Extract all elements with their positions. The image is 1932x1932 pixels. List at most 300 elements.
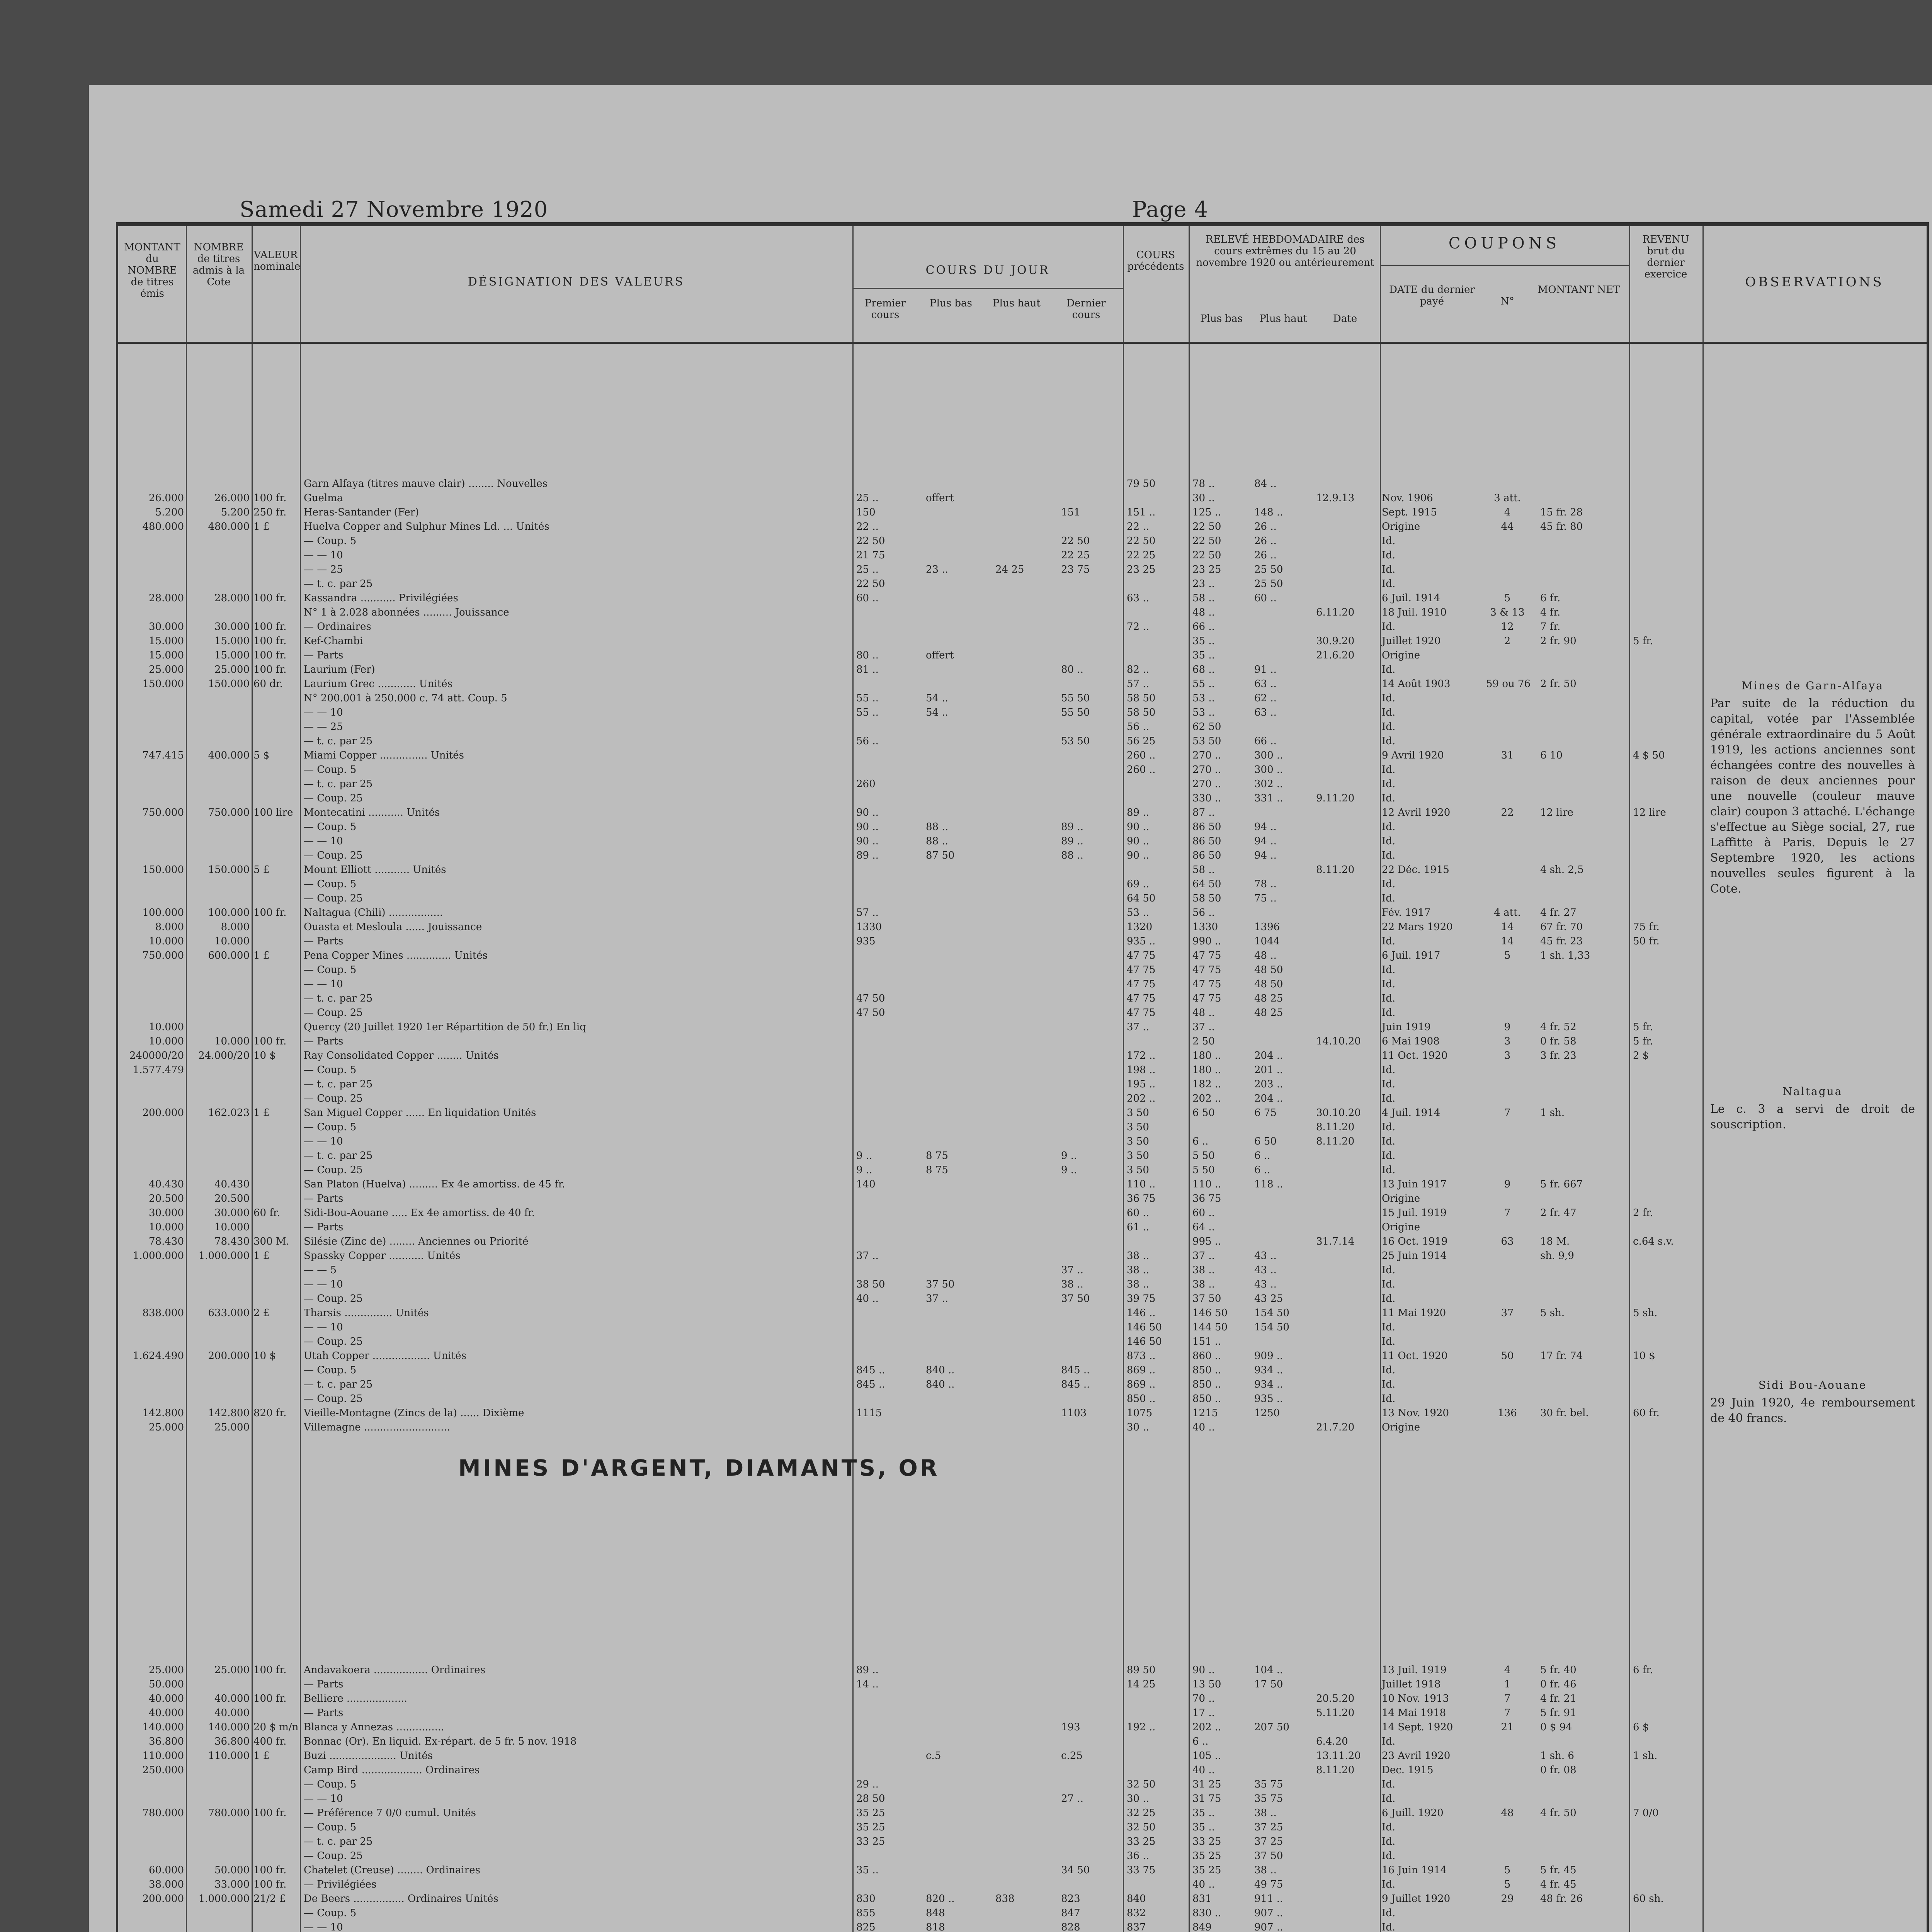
cell-rhaut: 6 50 xyxy=(1254,1136,1277,1147)
cell-des: — — 10 xyxy=(304,1922,343,1932)
cell-valeur: 300 M. xyxy=(253,1236,289,1247)
cell-net: 6 10 xyxy=(1540,750,1563,761)
cell-rbas: 53 50 xyxy=(1192,735,1221,747)
cell-no: 1 xyxy=(1504,1679,1511,1690)
cell-bas: 820 .. xyxy=(926,1893,955,1905)
table-row xyxy=(118,1020,1927,1034)
cell-cdate: Juin 1919 xyxy=(1382,1021,1431,1033)
cell-montant: 26.000 xyxy=(149,492,184,504)
table-row xyxy=(118,1806,1927,1820)
cell-cdate: Origine xyxy=(1382,650,1420,661)
cell-des: — Ordinaires xyxy=(304,621,371,633)
table-row xyxy=(118,1706,1927,1719)
cell-des: — Coup. 25 xyxy=(304,893,363,904)
table-row xyxy=(118,1163,1927,1177)
cell-rbas: 66 .. xyxy=(1192,621,1215,633)
cell-des: — Parts xyxy=(304,1707,344,1719)
cell-net: 4 fr. 21 xyxy=(1540,1693,1577,1704)
cell-prem: 56 .. xyxy=(856,735,879,747)
table-row xyxy=(118,620,1927,633)
cell-rbas: 6 .. xyxy=(1192,1736,1209,1747)
cell-prem: 57 .. xyxy=(856,907,879,918)
cell-prec: 32 25 xyxy=(1127,1807,1156,1819)
cell-date: 6.4.20 xyxy=(1316,1736,1348,1747)
cell-montant: 750.000 xyxy=(142,950,184,961)
cell-dern: 27 .. xyxy=(1061,1793,1083,1804)
cell-montant: 750.000 xyxy=(142,807,184,818)
table-row xyxy=(118,1335,1927,1348)
cell-cdate: Id. xyxy=(1382,692,1396,704)
cell-bas: 54 .. xyxy=(926,692,948,704)
cell-rbas: 64 50 xyxy=(1192,878,1221,890)
cell-date: 30.10.20 xyxy=(1316,1107,1361,1119)
cell-rhaut: 1250 xyxy=(1254,1407,1280,1419)
table-row xyxy=(118,792,1927,805)
cell-no: 48 xyxy=(1501,1807,1514,1819)
cell-nombre: 78.430 xyxy=(214,1236,250,1247)
table-header xyxy=(118,226,1927,344)
cell-no: 4 xyxy=(1504,1664,1511,1676)
observation-note xyxy=(1710,1084,1915,1135)
cell-rbas: 36 75 xyxy=(1192,1193,1221,1204)
cell-cdate: Id. xyxy=(1382,1850,1396,1862)
cell-no: 14 xyxy=(1501,921,1514,933)
cell-rbas: 35 .. xyxy=(1192,1807,1215,1819)
cell-rhaut: 934 .. xyxy=(1254,1364,1283,1376)
cell-montant: 5.200 xyxy=(155,507,184,518)
cell-nombre: 25.000 xyxy=(214,1664,250,1676)
cell-cdate: Id. xyxy=(1382,1336,1396,1347)
cell-prem: 55 .. xyxy=(856,707,879,718)
cell-rbas: 48 .. xyxy=(1192,607,1215,618)
cell-rhaut: 84 .. xyxy=(1254,478,1277,490)
cell-net: sh. 9,9 xyxy=(1540,1250,1574,1262)
cell-cdate: Id. xyxy=(1382,1150,1396,1162)
cell-prec: 56 .. xyxy=(1127,721,1149,733)
cell-date: 8.11.20 xyxy=(1316,1136,1355,1147)
cell-net: 5 fr. 91 xyxy=(1540,1707,1577,1719)
cell-nombre: 40.000 xyxy=(214,1693,250,1704)
cell-cdate: Id. xyxy=(1382,1736,1396,1747)
observation-text: Le c. 3 a servi de droit de souscription. xyxy=(1710,1102,1915,1131)
cell-rbas: 86 50 xyxy=(1192,850,1221,861)
cell-prem: 25 .. xyxy=(856,492,879,504)
cell-prem: 845 .. xyxy=(856,1364,885,1376)
cell-cdate: 10 Nov. 1913 xyxy=(1382,1693,1449,1704)
cell-rhaut: 35 75 xyxy=(1254,1793,1283,1804)
cell-des: Garn Alfaya (titres mauve clair) ........ Nouvelles xyxy=(304,478,548,490)
cell-cdate: 9 Juillet 1920 xyxy=(1382,1893,1451,1905)
cell-no: 9 xyxy=(1504,1179,1511,1190)
cell-prec: 840 xyxy=(1127,1893,1146,1905)
cell-des: Andavakoera ................. Ordinaires xyxy=(304,1664,486,1676)
cell-rhaut: 6 75 xyxy=(1254,1107,1277,1119)
cell-valeur: 100 fr. xyxy=(253,650,287,661)
cell-rev: 2 $ xyxy=(1633,1050,1649,1061)
cell-rhaut: 37 50 xyxy=(1254,1850,1283,1862)
cell-cdate: Id. xyxy=(1382,1836,1396,1847)
cell-des: Silésie (Zinc de) ........ Anciennes ou Priorité xyxy=(304,1236,529,1247)
cell-montant: 480.000 xyxy=(142,521,184,532)
cell-no: 3 xyxy=(1504,1050,1511,1061)
cell-rbas: 2 50 xyxy=(1192,1036,1215,1047)
cell-cdate: 6 Mai 1908 xyxy=(1382,1036,1440,1047)
cell-rbas: 35 .. xyxy=(1192,650,1215,661)
cell-prec: 47 75 xyxy=(1127,993,1156,1004)
cell-nombre: 26.000 xyxy=(214,492,250,504)
cell-nombre: 750.000 xyxy=(208,807,250,818)
cell-nombre: 633.000 xyxy=(208,1307,250,1319)
cell-no: 2 xyxy=(1504,635,1511,647)
cell-rbas: 125 .. xyxy=(1192,507,1221,518)
col-releve-haut: Plus haut xyxy=(1259,313,1307,325)
table-row xyxy=(118,1035,1927,1048)
table-row xyxy=(118,949,1927,962)
cell-cdate: 14 Août 1903 xyxy=(1382,678,1451,690)
cell-prec: 3 50 xyxy=(1127,1121,1149,1133)
cell-prem: 90 .. xyxy=(856,835,879,847)
cell-nombre: 150.000 xyxy=(208,678,250,690)
col-nombre: NOMBRE de titres admis à la Cote xyxy=(192,242,245,288)
cell-rhaut: 302 .. xyxy=(1254,778,1283,790)
cell-nombre: 15.000 xyxy=(214,650,250,661)
cell-no: 5 xyxy=(1504,950,1511,961)
cell-rhaut: 26 .. xyxy=(1254,521,1277,532)
cell-cdate: Juillet 1918 xyxy=(1382,1679,1441,1690)
cell-prec: 935 .. xyxy=(1127,935,1156,947)
cell-rbas: 53 .. xyxy=(1192,707,1215,718)
cell-prec: 90 .. xyxy=(1127,850,1149,861)
cell-montant: 240000/20 xyxy=(129,1050,184,1061)
cell-prec: 36 75 xyxy=(1127,1193,1156,1204)
cell-rbas: 40 .. xyxy=(1192,1422,1215,1433)
cell-rbas: 6 .. xyxy=(1192,1136,1209,1147)
cell-date: 8.11.20 xyxy=(1316,864,1355,876)
cell-prec: 58 50 xyxy=(1127,692,1156,704)
cell-rbas: 22 50 xyxy=(1192,535,1221,547)
cell-net: 30 fr. bel. xyxy=(1540,1407,1589,1419)
cell-cdate: Id. xyxy=(1382,1164,1396,1176)
cell-des: — Coup. 5 xyxy=(304,1907,357,1919)
cell-montant: 25.000 xyxy=(149,1422,184,1433)
cell-rbas: 1215 xyxy=(1192,1407,1218,1419)
cell-rbas: 330 .. xyxy=(1192,793,1221,804)
cell-montant: 1.624.490 xyxy=(133,1350,184,1362)
cell-des: Guelma xyxy=(304,492,343,504)
cell-des: Villemagne ........................... xyxy=(304,1422,450,1433)
cell-rbas: 850 .. xyxy=(1192,1364,1221,1376)
cell-no: 3 & 13 xyxy=(1490,607,1525,618)
cell-cdate: Id. xyxy=(1382,621,1396,633)
cell-bas: 8 75 xyxy=(926,1164,948,1176)
cell-date: 20.5.20 xyxy=(1316,1693,1355,1704)
cell-valeur: 2 £ xyxy=(253,1307,270,1319)
col-plus-haut: Plus haut xyxy=(993,298,1041,309)
cell-rbas: 23 .. xyxy=(1192,578,1215,590)
table-row xyxy=(118,1006,1927,1019)
cell-prem: 22 .. xyxy=(856,521,879,532)
cell-net: 4 fr. 50 xyxy=(1540,1807,1577,1819)
cell-nombre: 5.200 xyxy=(221,507,250,518)
cell-des: — t. c. par 25 xyxy=(304,1150,373,1162)
table-row xyxy=(118,1206,1927,1219)
cell-cdate: Origine xyxy=(1382,1193,1420,1204)
cell-rbas: 182 .. xyxy=(1192,1078,1221,1090)
cell-valeur: 100 fr. xyxy=(253,635,287,647)
cell-no: 7 xyxy=(1504,1707,1511,1719)
table-row xyxy=(118,863,1927,876)
col-coupon-date: DATE du dernier payé xyxy=(1389,284,1475,307)
cell-rev: 75 fr. xyxy=(1633,921,1660,933)
cell-valeur: 5 $ xyxy=(253,750,270,761)
cell-dern: 847 xyxy=(1061,1907,1080,1919)
cell-des: Huelva Copper and Sulphur Mines Ld. ... Unités xyxy=(304,521,549,532)
cell-prem: 81 .. xyxy=(856,664,879,675)
cell-rhaut: 78 .. xyxy=(1254,878,1277,890)
table-row xyxy=(118,649,1927,662)
cell-prec: 192 .. xyxy=(1127,1721,1156,1733)
cell-dern: 828 xyxy=(1061,1922,1080,1932)
cell-cdate: Id. xyxy=(1382,1121,1396,1133)
observation-title: Mines de Garn-Alfaya xyxy=(1742,679,1884,692)
cell-des: Buzi ..................... Unités xyxy=(304,1750,433,1762)
table-row xyxy=(118,1678,1927,1691)
cell-no: 4 att. xyxy=(1494,907,1521,918)
cell-rbas: 6 50 xyxy=(1192,1107,1215,1119)
table-row xyxy=(118,878,1927,891)
table-row xyxy=(118,1378,1927,1391)
cell-des: — — 10 xyxy=(304,707,343,718)
cell-des: Utah Copper .................. Unités xyxy=(304,1350,466,1362)
cell-rbas: 180 .. xyxy=(1192,1064,1221,1076)
cell-net: 0 fr. 58 xyxy=(1540,1036,1577,1047)
page-number: Page 4 xyxy=(1132,197,1208,222)
cell-des: N° 1 à 2.028 abonnées ......... Jouissance xyxy=(304,607,509,618)
cell-valeur: 1 £ xyxy=(253,1107,270,1119)
cell-prec: 30 .. xyxy=(1127,1793,1149,1804)
cell-rhaut: 43 .. xyxy=(1254,1279,1277,1290)
cell-prem: 21 75 xyxy=(856,549,885,561)
table-row xyxy=(118,978,1927,991)
cell-cdate: 25 Juin 1914 xyxy=(1382,1250,1447,1262)
cell-nombre: 1.000.000 xyxy=(198,1893,250,1905)
cell-prem: 830 xyxy=(856,1893,876,1905)
cell-des: Bonnac (Or). En liquid. Ex-répart. de 5 fr. 5 nov. 1918 xyxy=(304,1736,577,1747)
cell-dern: 1103 xyxy=(1061,1407,1087,1419)
cell-rbas: 37 .. xyxy=(1192,1250,1215,1262)
observation-text: 29 Juin 1920, 4e remboursement de 40 francs. xyxy=(1710,1396,1915,1425)
cell-prec: 22 50 xyxy=(1127,535,1156,547)
cell-bas: 840 .. xyxy=(926,1364,955,1376)
cell-no: 31 xyxy=(1501,750,1514,761)
cell-montant: 8.000 xyxy=(155,921,184,933)
cell-rhaut: 63 .. xyxy=(1254,678,1277,690)
cell-prem: 38 50 xyxy=(856,1279,885,1290)
cell-rhaut: 154 50 xyxy=(1254,1321,1289,1333)
cell-montant: 140.000 xyxy=(142,1721,184,1733)
table-row xyxy=(118,906,1927,919)
table-row xyxy=(118,1078,1927,1091)
cell-bas: 88 .. xyxy=(926,821,948,833)
cell-des: Belliere ................... xyxy=(304,1693,407,1704)
cell-rbas: 110 .. xyxy=(1192,1179,1221,1190)
table-row xyxy=(118,1878,1927,1891)
cell-prem: 825 xyxy=(856,1922,876,1932)
cell-prec: 37 .. xyxy=(1127,1021,1149,1033)
table-row xyxy=(118,749,1927,762)
cell-montant: 28.000 xyxy=(149,592,184,604)
cell-date: 13.11.20 xyxy=(1316,1750,1361,1762)
cell-rhaut: 63 .. xyxy=(1254,707,1277,718)
cell-des: Camp Bird ................... Ordinaires xyxy=(304,1764,480,1776)
cell-prem: 47 50 xyxy=(856,993,885,1004)
table-row xyxy=(118,677,1927,690)
cell-dern: 88 .. xyxy=(1061,850,1083,861)
cell-valeur: 100 fr. xyxy=(253,907,287,918)
cell-rhaut: 907 .. xyxy=(1254,1922,1283,1932)
table-row xyxy=(118,1749,1927,1762)
cell-valeur: 100 fr. xyxy=(253,621,287,633)
cell-prec: 89 50 xyxy=(1127,1664,1156,1676)
cell-prec: 1320 xyxy=(1127,921,1153,933)
cell-rbas: 35 .. xyxy=(1192,1821,1215,1833)
cell-cdate: Id. xyxy=(1382,850,1396,861)
cell-prec: 23 25 xyxy=(1127,564,1156,575)
col-cours-precedents: COURS précédents xyxy=(1127,249,1184,272)
cell-prec: 38 .. xyxy=(1127,1250,1149,1262)
cell-montant: 838.000 xyxy=(142,1307,184,1319)
table-row xyxy=(118,506,1927,519)
cell-des: — — 10 xyxy=(304,835,343,847)
cell-date: 8.11.20 xyxy=(1316,1121,1355,1133)
cell-rbas: 47 75 xyxy=(1192,993,1221,1004)
table-row xyxy=(118,1792,1927,1805)
cell-no: 5 xyxy=(1504,592,1511,604)
cell-prem: 37 .. xyxy=(856,1250,879,1262)
cell-bas: 8 75 xyxy=(926,1150,948,1162)
cell-rhaut: 207 50 xyxy=(1254,1721,1289,1733)
cell-bas: 88 .. xyxy=(926,835,948,847)
cell-prec: 869 .. xyxy=(1127,1364,1156,1376)
observation-title: Sidi Bou-Aouane xyxy=(1758,1379,1867,1391)
cell-nombre: 50.000 xyxy=(214,1864,250,1876)
cell-rhaut: 118 .. xyxy=(1254,1179,1283,1190)
cell-cdate: Origine xyxy=(1382,521,1420,532)
cell-dern: 89 .. xyxy=(1061,821,1083,833)
cell-prec: 850 .. xyxy=(1127,1393,1156,1405)
cell-des: — — 25 xyxy=(304,721,343,733)
cell-cdate: Id. xyxy=(1382,1922,1396,1932)
cell-rbas: 1330 xyxy=(1192,921,1218,933)
cell-prec: 32 50 xyxy=(1127,1779,1156,1790)
cell-montant: 200.000 xyxy=(142,1893,184,1905)
col-plus-bas: Plus bas xyxy=(930,298,972,309)
cell-net: 67 fr. 70 xyxy=(1540,921,1583,933)
cell-net: 4 sh. 2,5 xyxy=(1540,864,1584,876)
cell-cdate: Id. xyxy=(1382,1293,1396,1304)
cell-rbas: 87 .. xyxy=(1192,807,1215,818)
cell-cdate: Id. xyxy=(1382,1821,1396,1833)
cell-cdate: Id. xyxy=(1382,1364,1396,1376)
cell-prec: 202 .. xyxy=(1127,1093,1156,1104)
cell-prec: 3 50 xyxy=(1127,1164,1149,1176)
cell-no: 7 xyxy=(1504,1107,1511,1119)
cell-net: 18 M. xyxy=(1540,1236,1570,1247)
cell-rbas: 31 25 xyxy=(1192,1779,1221,1790)
cell-rbas: 5 50 xyxy=(1192,1150,1215,1162)
cell-valeur: 20 $ m/n xyxy=(253,1721,299,1733)
table-row xyxy=(118,1121,1927,1134)
cell-cdate: 18 Juil. 1910 xyxy=(1382,607,1447,618)
cell-haut: 838 xyxy=(995,1893,1015,1905)
cell-cdate: 11 Oct. 1920 xyxy=(1382,1050,1448,1061)
cell-prem: 60 .. xyxy=(856,592,879,604)
cell-cdate: Id. xyxy=(1382,564,1396,575)
cell-rhaut: 935 .. xyxy=(1254,1393,1283,1405)
cell-rbas: 90 .. xyxy=(1192,1664,1215,1676)
cell-cdate: Id. xyxy=(1382,1793,1396,1804)
cell-dern: 823 xyxy=(1061,1893,1080,1905)
table-row xyxy=(118,1178,1927,1191)
cell-des: Heras-Santander (Fer) xyxy=(304,507,419,518)
table-row xyxy=(118,1321,1927,1334)
cell-bas: offert xyxy=(926,492,954,504)
cell-date: 5.11.20 xyxy=(1316,1707,1355,1719)
cell-prem: 260 xyxy=(856,778,876,790)
cell-rbas: 37 50 xyxy=(1192,1293,1221,1304)
observation-text: Par suite de la réduction du capital, votée par l'Assemblée générale extraordinaire du 5 Août 1919, les actions anciennes sont échangées contre des nouvelles à raison de deux anciennes pour une nouvelle (couleur mauve clair) coupon 3 attaché. L'échange s'effectue au Siège social, 27, rue Laffitte à Paris. Depuis le 27 Septembre 1920, les actions nouvelles seules figurent à la Cote. xyxy=(1710,697,1915,896)
cell-cdate: Id. xyxy=(1382,1393,1396,1405)
cell-date: 9.11.20 xyxy=(1316,793,1355,804)
cell-prec: 38 .. xyxy=(1127,1279,1149,1290)
cell-bas: 840 .. xyxy=(926,1379,955,1390)
cell-cdate: 12 Avril 1920 xyxy=(1382,807,1451,818)
cell-net: 15 fr. 28 xyxy=(1540,507,1583,518)
cell-cdate: 6 Juill. 1920 xyxy=(1382,1807,1444,1819)
cell-rbas: 35 25 xyxy=(1192,1850,1221,1862)
cell-montant: 15.000 xyxy=(149,650,184,661)
cell-prec: 110 .. xyxy=(1127,1179,1156,1190)
cell-net: 2 fr. 50 xyxy=(1540,678,1577,690)
cell-prec: 47 75 xyxy=(1127,978,1156,990)
cell-des: Naltagua (Chili) ................. xyxy=(304,907,443,918)
cell-haut: 24 25 xyxy=(995,564,1024,575)
cell-bas: 54 .. xyxy=(926,707,948,718)
cell-prem: 47 50 xyxy=(856,1007,885,1019)
cell-des: Tharsis ............... Unités xyxy=(304,1307,429,1319)
cell-prec: 63 .. xyxy=(1127,592,1149,604)
cell-cdate: Id. xyxy=(1382,1379,1396,1390)
cell-prec: 90 .. xyxy=(1127,821,1149,833)
cell-no: 14 xyxy=(1501,935,1514,947)
cell-net: 3 fr. 23 xyxy=(1540,1050,1577,1061)
cell-nombre: 25.000 xyxy=(214,1422,250,1433)
cell-no: 44 xyxy=(1501,521,1514,532)
table-row xyxy=(118,1135,1927,1148)
table-row xyxy=(118,492,1927,505)
cell-prec: 3 50 xyxy=(1127,1150,1149,1162)
cell-montant: 1.000.000 xyxy=(133,1250,184,1262)
cell-no: 5 xyxy=(1504,1864,1511,1876)
cell-net: 45 fr. 80 xyxy=(1540,521,1583,532)
cell-date: 12.9.13 xyxy=(1316,492,1355,504)
cell-valeur: 250 fr. xyxy=(253,507,287,518)
col-dernier: Dernier cours xyxy=(1066,298,1106,321)
cell-montant: 25.000 xyxy=(149,1664,184,1676)
cell-valeur: 1 £ xyxy=(253,521,270,532)
cell-valeur: 10 $ xyxy=(253,1050,276,1061)
cell-prem: 22 50 xyxy=(856,578,885,590)
